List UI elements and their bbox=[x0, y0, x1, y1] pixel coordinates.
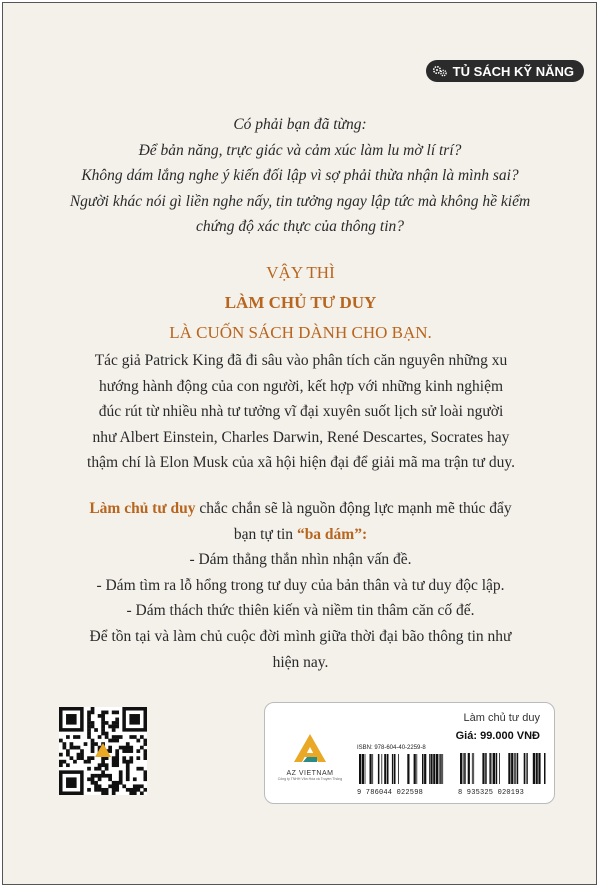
headline-line1: VẬY THÌ bbox=[266, 263, 335, 282]
promise-text: bạn tự tin bbox=[233, 525, 297, 543]
intro-line: Người khác nói gì liền nghe nấy, tin tưởng ngay lập tức mà không hề kiểm bbox=[69, 192, 531, 210]
publisher-logo bbox=[275, 733, 345, 781]
intro-line: chứng độ xác thực của thông tin? bbox=[195, 218, 405, 236]
promise-book-title: Làm chủ tư duy bbox=[89, 500, 196, 517]
gears-icon bbox=[432, 64, 448, 78]
series-label: TỦ SÁCH KỸ NĂNG bbox=[452, 63, 574, 79]
publisher-subtitle: Công ty TNHH Văn Hóa và Truyền Thông bbox=[277, 777, 343, 781]
closing-line: Để tồn tại và làm chủ cuộc đời mình giữa thời đại bão thông tin như bbox=[89, 627, 512, 645]
description-line: như Albert Einstein, Charles Darwin, René Descartes, Socrates hay bbox=[92, 428, 510, 446]
intro-questions bbox=[65, 112, 535, 240]
book-back-cover bbox=[2, 2, 597, 885]
description-line: thậm chí là Elon Musk của xã hội hiện đại để giải mã ma trận tư duy. bbox=[87, 454, 515, 472]
isbn-barcode-digits: 9 786044 022598 bbox=[357, 789, 424, 797]
closing-line: hiện nay. bbox=[272, 653, 329, 671]
headline-line3: LÀ CUỐN SÁCH DÀNH CHO BẠN. bbox=[169, 323, 432, 342]
headline-book-title: LÀM CHỦ TƯ DUY bbox=[224, 293, 377, 312]
panel-book-title: Làm chủ tư duy bbox=[463, 712, 540, 724]
qr-code bbox=[59, 707, 147, 795]
series-badge bbox=[426, 60, 584, 82]
headline bbox=[3, 258, 597, 348]
ean-barcode-digits: 8 935325 020193 bbox=[458, 789, 525, 797]
isbn-barcode-bars bbox=[357, 754, 449, 784]
price-barcode-panel bbox=[264, 702, 555, 804]
isbn-label: ISBN: 978-604-40-2259-8 bbox=[357, 745, 426, 751]
promise-text: chắc chắn sẽ là nguồn động lực mạnh mẽ thúc đẩy bbox=[195, 500, 512, 517]
bullet-item: - Dám tìm ra lỗ hổng trong tư duy của bản thân và tư duy độc lập. bbox=[96, 576, 505, 594]
intro-line: Không dám lắng nghe ý kiến đối lập vì sợ phải thừa nhận là mình sai? bbox=[81, 167, 519, 185]
description-line: đúc rút từ nhiều nhà tư tưởng vĩ đại xuyên suốt lịch sử loài người bbox=[98, 403, 504, 421]
isbn-barcode bbox=[357, 754, 449, 797]
description-line: Tác giả Patrick King đã đi sâu vào phân tích căn nguyên những xu bbox=[94, 352, 508, 369]
description bbox=[75, 348, 527, 476]
bullet-item: - Dám thẳng thắn nhìn nhận vấn đề. bbox=[189, 551, 412, 569]
intro-line: Để bản năng, trực giác và cảm xúc làm lu mờ lí trí? bbox=[138, 141, 462, 159]
intro-line: Có phải bạn đã từng: bbox=[233, 116, 367, 133]
price-label: Giá: 99.000 VNĐ bbox=[455, 730, 540, 742]
promise-line bbox=[63, 522, 538, 548]
promise-line bbox=[63, 496, 538, 522]
description-line: hướng hành động của con người, kết hợp với những kinh nghiệm bbox=[98, 377, 504, 395]
az-logo-icon bbox=[293, 733, 327, 763]
bullet-item: - Dám thách thức thiên kiến và niềm tin thâm căn cố đế. bbox=[126, 602, 475, 620]
qr-code-graphic bbox=[59, 707, 147, 795]
promise-emphasis: “ba dám”: bbox=[296, 525, 368, 543]
ean-barcode bbox=[458, 753, 546, 797]
promise-section bbox=[63, 496, 538, 675]
ean-barcode-bars bbox=[458, 753, 546, 784]
publisher-name: AZ VIETNAM bbox=[286, 770, 334, 777]
